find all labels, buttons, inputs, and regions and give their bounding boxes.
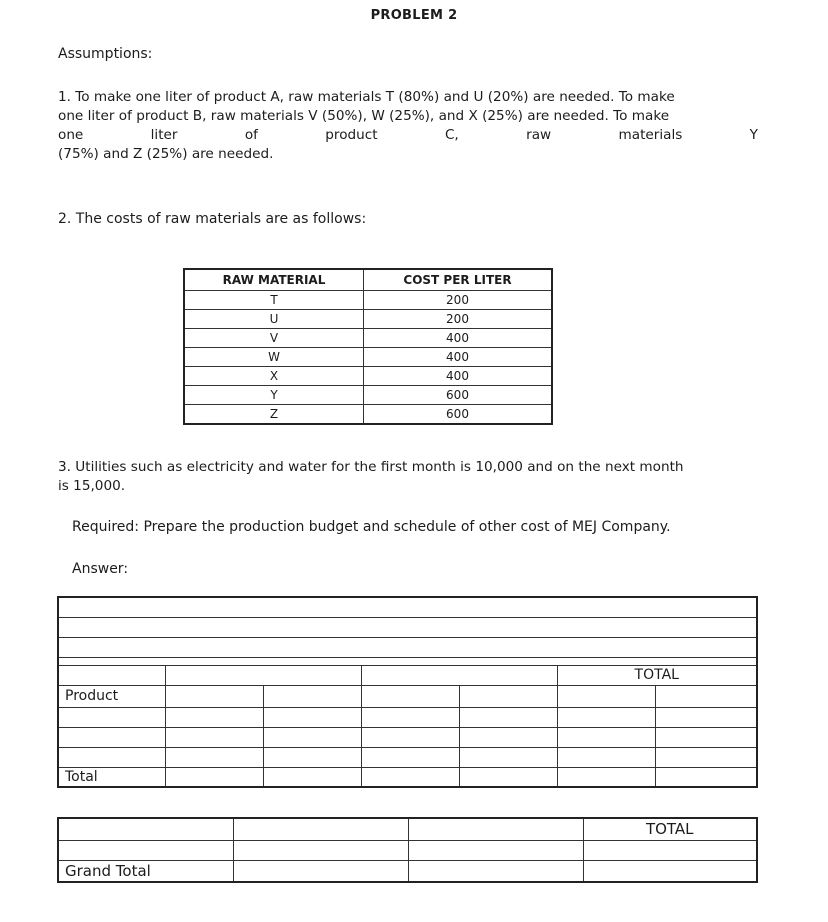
assumption-1-line-2: one liter of product B, raw materials V (50%), W (25%), and X (25%) are needed. To make bbox=[58, 108, 670, 124]
blank-cell[interactable] bbox=[459, 727, 557, 747]
blank-cell[interactable] bbox=[165, 767, 263, 787]
table-row bbox=[58, 707, 757, 727]
table-row bbox=[58, 617, 757, 637]
blank-cell[interactable] bbox=[459, 767, 557, 787]
cost-cell: 600 bbox=[364, 386, 553, 405]
assumption-1-line-4: (75%) and Z (25%) are needed. bbox=[58, 146, 274, 162]
cost-cell: 400 bbox=[364, 348, 553, 367]
raw-material-cost-table bbox=[183, 268, 553, 425]
total-header: TOTAL bbox=[583, 818, 757, 840]
table-row bbox=[58, 727, 757, 747]
table-row bbox=[184, 329, 552, 348]
answer-label: Answer: bbox=[72, 561, 129, 577]
table-row bbox=[58, 685, 757, 707]
blank-cell[interactable] bbox=[58, 617, 757, 637]
blank-cell[interactable] bbox=[408, 840, 583, 860]
table-row bbox=[58, 637, 757, 657]
blank-cell[interactable] bbox=[263, 685, 361, 707]
blank-cell[interactable] bbox=[58, 747, 165, 767]
blank-cell[interactable] bbox=[361, 747, 459, 767]
material-cell: X bbox=[184, 367, 364, 386]
assumptions-label: Assumptions: bbox=[58, 46, 153, 62]
cost-cell: 600 bbox=[364, 405, 553, 425]
product-label: Product bbox=[58, 685, 165, 707]
page-title: PROBLEM 2 bbox=[370, 8, 458, 23]
blank-cell[interactable] bbox=[408, 860, 583, 882]
total-header: TOTAL bbox=[557, 665, 757, 685]
blank-cell[interactable] bbox=[165, 665, 361, 685]
blank-cell[interactable] bbox=[58, 637, 757, 657]
table-row bbox=[58, 767, 757, 787]
assumption-1-line-3: one liter of product C, raw materials Y bbox=[58, 127, 758, 143]
table-row bbox=[184, 310, 552, 329]
material-cell: T bbox=[184, 291, 364, 310]
cost-cell: 400 bbox=[364, 367, 553, 386]
blank-cell[interactable] bbox=[655, 727, 757, 747]
table-row bbox=[58, 657, 757, 665]
table-row bbox=[184, 348, 552, 367]
assumption-3 bbox=[58, 458, 763, 496]
cost-table-header-row bbox=[184, 269, 552, 291]
blank-cell[interactable] bbox=[655, 707, 757, 727]
blank-cell[interactable] bbox=[459, 707, 557, 727]
blank-cell[interactable] bbox=[361, 665, 557, 685]
blank-cell[interactable] bbox=[58, 840, 233, 860]
material-cell: W bbox=[184, 348, 364, 367]
schedule-of-other-cost-table bbox=[57, 817, 758, 883]
blank-cell[interactable] bbox=[557, 707, 655, 727]
table-row bbox=[184, 386, 552, 405]
blank-cell[interactable] bbox=[361, 685, 459, 707]
table-row bbox=[58, 597, 757, 617]
total-row-label: Total bbox=[58, 767, 165, 787]
blank-cell[interactable] bbox=[361, 767, 459, 787]
blank-cell[interactable] bbox=[263, 727, 361, 747]
blank-cell[interactable] bbox=[263, 747, 361, 767]
blank-cell[interactable] bbox=[655, 685, 757, 707]
blank-cell[interactable] bbox=[58, 818, 233, 840]
blank-cell[interactable] bbox=[58, 707, 165, 727]
table-row bbox=[184, 405, 552, 425]
cost-cell: 200 bbox=[364, 310, 553, 329]
required-text: Required: Prepare the production budget and schedule of other cost of MEJ Company. bbox=[72, 519, 671, 535]
assumption-3-line-2: is 15,000. bbox=[58, 478, 126, 494]
blank-cell[interactable] bbox=[263, 767, 361, 787]
assumption-2: 2. The costs of raw materials are as follows: bbox=[58, 211, 367, 227]
blank-cell[interactable] bbox=[165, 747, 263, 767]
table-row bbox=[184, 367, 552, 386]
table-row bbox=[184, 291, 552, 310]
blank-cell[interactable] bbox=[58, 657, 757, 665]
blank-cell[interactable] bbox=[557, 767, 655, 787]
assumption-3-line-1: 3. Utilities such as electricity and water for the first month is 10,000 and on the next month bbox=[58, 459, 684, 475]
assumption-1-line-1: 1. To make one liter of product A, raw materials T (80%) and U (20%) are needed. To make bbox=[58, 89, 675, 105]
blank-cell[interactable] bbox=[165, 727, 263, 747]
table-row bbox=[58, 747, 757, 767]
blank-cell[interactable] bbox=[655, 747, 757, 767]
blank-cell[interactable] bbox=[165, 685, 263, 707]
material-cell: U bbox=[184, 310, 364, 329]
blank-cell[interactable] bbox=[557, 747, 655, 767]
production-budget-table bbox=[57, 596, 758, 788]
material-cell: Z bbox=[184, 405, 364, 425]
blank-cell[interactable] bbox=[583, 840, 757, 860]
blank-cell[interactable] bbox=[557, 727, 655, 747]
blank-cell[interactable] bbox=[233, 818, 408, 840]
blank-cell[interactable] bbox=[459, 747, 557, 767]
blank-cell[interactable] bbox=[459, 685, 557, 707]
cost-cell: 200 bbox=[364, 291, 553, 310]
cost-per-liter-header: COST PER LITER bbox=[364, 269, 553, 291]
blank-cell[interactable] bbox=[233, 840, 408, 860]
blank-cell[interactable] bbox=[361, 707, 459, 727]
raw-material-header: RAW MATERIAL bbox=[184, 269, 364, 291]
assumption-1 bbox=[58, 88, 758, 164]
material-cell: Y bbox=[184, 386, 364, 405]
material-cell: V bbox=[184, 329, 364, 348]
grand-total-label: Grand Total bbox=[58, 860, 233, 882]
blank-cell[interactable] bbox=[361, 727, 459, 747]
table-row bbox=[58, 860, 757, 882]
blank-cell[interactable] bbox=[583, 860, 757, 882]
table-row bbox=[58, 840, 757, 860]
blank-cell[interactable] bbox=[557, 685, 655, 707]
blank-cell[interactable] bbox=[233, 860, 408, 882]
blank-cell[interactable] bbox=[165, 707, 263, 727]
blank-cell[interactable] bbox=[263, 707, 361, 727]
cost-cell: 400 bbox=[364, 329, 553, 348]
table-row bbox=[58, 818, 757, 840]
blank-cell[interactable] bbox=[408, 818, 583, 840]
blank-cell[interactable] bbox=[58, 597, 757, 617]
blank-cell[interactable] bbox=[58, 727, 165, 747]
blank-cell[interactable] bbox=[58, 665, 165, 685]
blank-cell[interactable] bbox=[655, 767, 757, 787]
table-row bbox=[58, 665, 757, 685]
